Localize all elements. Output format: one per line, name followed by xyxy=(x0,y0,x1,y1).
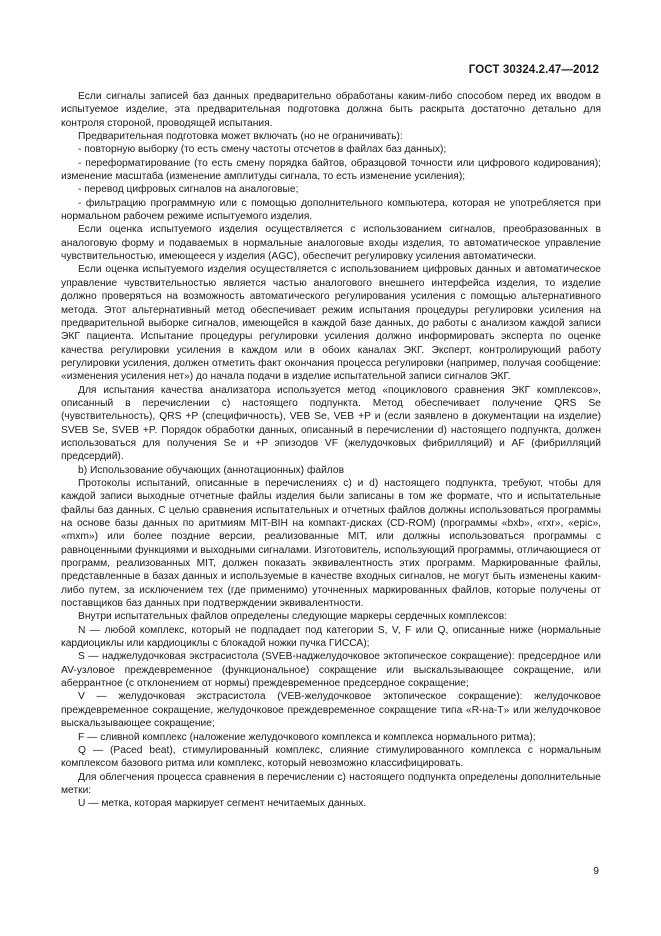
list-item-reformatting: - переформатирование (то есть смену порядка байтов, образцовой точности или цифрового кодирования); изменение масштаба (изменение амплитуды сигнала, то есть изменение усиления); xyxy=(61,157,601,183)
paragraph-beat-markers-intro: Внутри испытательных файлов определены следующие маркеры сердечных комплексов: xyxy=(78,611,508,623)
paragraph-digital-gain-control: Если оценка испытуемого изделия осуществляется с использованием цифровых данных и автоматическое управление чувствительностью является частью аналогового внешнего интерфейса изделия, то изделие должно проверяться на возможность автоматического регулирования усиления с помощью альтернативного метода. Этот альтернативный метод обеспечивает режим испытания процедуры регулировки усиления на предварительной выборке сигналов, имеющейся в каждой базе данных, до работы с анализом каждой записи ЭКГ пациента. Испытание процедуры регулировки усиления должно информировать эксперта по оценке качества регулировки усиления в каждом или в обоих каналах ЭКГ. Эксперт, контролирующий работу регулировки усиления, должен отметить факт окончания процесса регулировки (например, получая сообщение: «изменения усиления нет») до начала подачи в изделие испытательной записи сигналов ЭКГ. xyxy=(61,264,601,383)
paragraph-additional-labels: Для облегчения процесса сравнения в перечислении с) настоящего подпункта определены дополнительные метки: xyxy=(61,771,601,796)
paragraph-test-protocols: Протоколы испытаний, описанные в перечислениях с) и d) настоящего подпункта, требуют, чтобы для каждой записи выходные отчетные файлы изделия были записаны в том же формате, что и испытательные файлы баз данных. С целью сравнения испытательных и отчетных файлов должны использоваться программы на основе базы данных по аритмиям MIT-BIH на компакт-дисках (CD-ROM) (программы «bxb», «rxr», «epic», «mxm») или более поздние версии, реализованные MIT, или должны использоваться программы с равноценными функциями и выходными сигналами. Изготовитель, использующий программы, отличающиеся от программ, реализованных MIT, должен показать эквивалентность этих программ. Маркированные файлы, представленные в базах данных и используемые в качестве входных сигналов, не могут быть изменены каким-либо путем, за исключением тех (где применимо) уточненных маркированных файлов, которые получены от поставщиков баз данных при подтверждении эквивалентности. xyxy=(61,477,601,610)
list-item-filtering: - фильтрацию программную или с помощью дополнительного компьютера, которая не употребляется при нормальном рабочем режиме испытуемого изделия. xyxy=(61,197,601,223)
list-item-resampling: - повторную выборку (то есть смену частоты отсчетов в файлах баз данных); xyxy=(78,144,447,156)
marker-definition-s: S — наджелудочковая экстрасистола (SVEB-наджелудочковое эктопическое сокращение): предсердное или AV-узловое преждевременное (функциональное) сокращение или выскальзывающее сокращение, или аберрантное (с отклонением от нормы) преждевременное предсердное сокращение; xyxy=(61,651,601,690)
marker-definition-f: F — сливной комплекс (наложение желудочкового комплекса и комплекса нормального ритма); xyxy=(78,731,536,743)
body-text xyxy=(61,90,601,811)
marker-definition-n: N — любой комплекс, который не подпадает под категории S, V, F или Q, описанные ниже (нормальные кардиоциклы или кардиоциклы с блокадой ножки пучка ГИССА); xyxy=(61,624,601,650)
page-number: 9 xyxy=(593,865,599,877)
marker-definition-v: V — желудочковая экстрасистола (VEB-желудочковое эктопическое сокращение): желудочковое преждевременное сокращение, желудочковое преждевременное сокращение типа «R-на-T» или желудочковое выскальзывающее сокращение; xyxy=(61,691,601,730)
paragraph-analog-agc: Если оценка испытуемого изделия осуществляется с использованием сигналов, преобразованных в аналоговую форму и подаваемых в нормальные аналоговые входы изделия, то автоматическое управление чувствительностью, имеющееся у изделия (AGC), обеспечит регулировку усиления автоматически. xyxy=(61,224,601,263)
subsection-heading-b: b) Использование обучающих (аннотационных) файлов xyxy=(78,464,345,476)
paragraph-preprocessing-intro: Предварительная подготовка может включать (но не ограничивать): xyxy=(78,131,403,143)
list-item-digital-to-analog: - перевод цифровых сигналов на аналоговые; xyxy=(78,184,299,196)
marker-definition-u: U — метка, которая маркирует сегмент нечитаемых данных. xyxy=(78,798,367,810)
paragraph-analyzer-quality-test: Для испытания качества анализатора используется метод «поциклового сравнения ЭКГ комплексов», описанный в перечислении с) настоящего подпункта. Метод обеспечивает получение QRS Se (чувствительность), QRS +P (специфичность), VEB Se, VEB +P и (если заявлено в документации на изделие) SVEB Se, SVEB +P. Порядок обработки данных, описанный в перечислении d) настоящего подпункта, должен использоваться для получения Se и +P эпизодов VF (желудочковых фибрилляций) и AF (фибрилляций предсердий). xyxy=(61,384,601,463)
paragraph-preprocessing-disclosure: Если сигналы записей баз данных предварительно обработаны каким-либо способом перед их вводом в испытуемое изделие, эта предварительная подготовка должна быть раскрыта достаточно детально для контроля стороной, проводящей испытания. xyxy=(61,91,601,129)
marker-definition-q: Q — (Paced beat), стимулированный комплекс, слияние стимулированного комплекса с нормальным комплексом базового ритма или комплекс, который невозможно классифицировать. xyxy=(61,744,601,770)
document-header: ГОСТ 30324.2.47—2012 xyxy=(468,64,599,76)
